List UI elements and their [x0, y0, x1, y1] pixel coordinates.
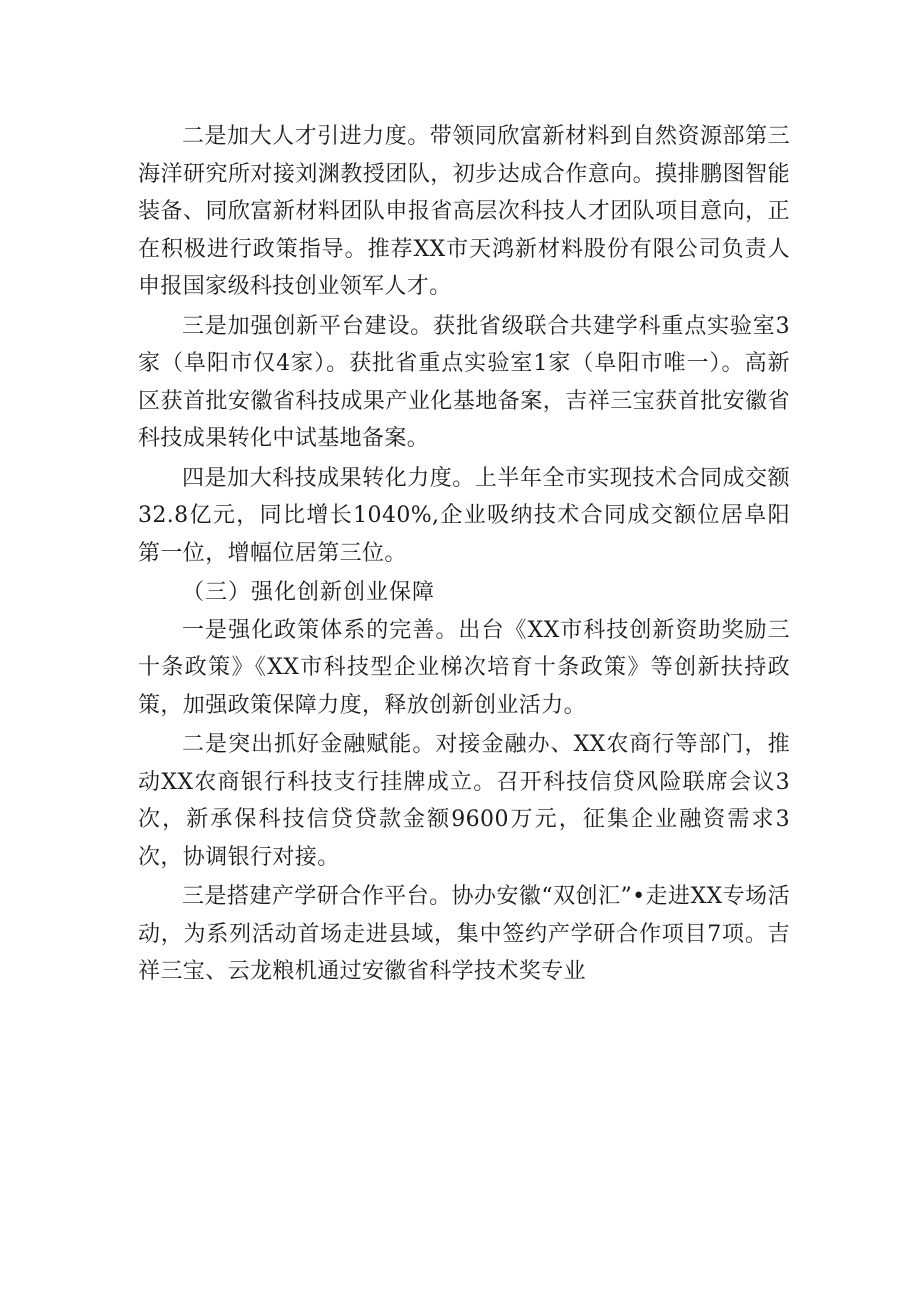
paragraph-policy-system: 一是强化政策体系的完善。出台《XX市科技创新资助奖励三十条政策》《XX市科技型企业梯次培育十条政策》等创新扶持政策，加强政策保障力度，释放创新创业活力。	[138, 617, 790, 718]
paragraph-innovation-platform: 三是加强创新平台建设。获批省级联合共建学科重点实验室3家（阜阳市仅4家）。获批省重点实验室1家（阜阳市唯一）。高新区获首批安徽省科技成果产业化基地备案，吉祥三宝获首批安徽省科技成果转化中试基地备案。	[138, 313, 790, 451]
paragraph-industry-academia: 三是搭建产学研合作平台。协办安徽“双创汇”•走进XX专场活动，为系列活动首场走进县域，集中签约产学研合作项目7项。吉祥三宝、云龙粮机通过安徽省科学技术奖专业	[138, 884, 790, 984]
document-page	[138, 118, 790, 991]
paragraph-tech-transfer: 四是加大科技成果转化力度。上半年全市实现技术合同成交额32.8亿元，同比增长1040%,企业吸纳技术合同成交额位居阜阳第一位，增幅位居第三位。	[138, 465, 790, 566]
section-heading: （三）强化创新创业保障	[182, 580, 436, 605]
paragraph-talent-introduction: 二是加大人才引进力度。带领同欣富新材料到自然资源部第三海洋研究所对接刘渊教授团队，初步达成合作意向。摸排鹏图智能装备、同欣富新材料团队申报省高层次科技人才团队项目意向，正在积极进行政策指导。推荐XX市天鸿新材料股份有限公司负责人申报国家级科技创业领军人才。	[138, 124, 790, 299]
paragraph-financial-empowerment: 二是突出抓好金融赋能。对接金融办、XX农商行等部门，推动XX农商银行科技支行挂牌成立。召开科技信贷风险联席会议3次，新承保科技信贷贷款金额9600万元，征集企业融资需求3次，协调银行对接。	[138, 732, 790, 870]
